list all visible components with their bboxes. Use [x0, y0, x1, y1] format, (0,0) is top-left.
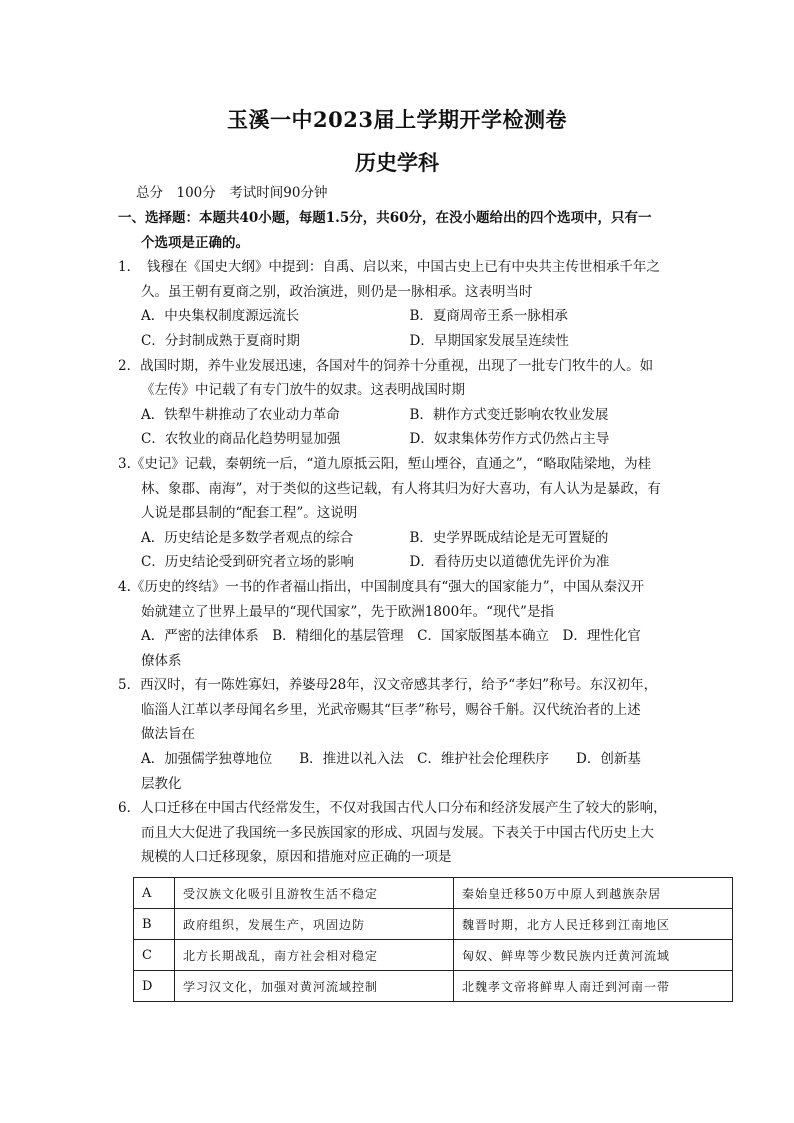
table-row	[134, 971, 733, 1002]
option-a: A．中央集权制度源远流长	[141, 308, 300, 325]
row-event: 匈奴、鲜卑等少数民族内迁黄河流域	[454, 940, 733, 971]
options	[118, 526, 678, 575]
table-row	[134, 909, 733, 940]
options-inline: A．严密的法律体系 B．精细化的基层管理 C．国家版图基本确立 D．理性化官	[141, 628, 641, 645]
options-inline: A．加强儒学独尊地位 B．推进以礼入法 C．维护社会伦理秩序 D．创新基	[141, 751, 641, 768]
question-line: 1． 钱穆在《国史大纲》中提到：自禹、启以来，中国古史上已有中央共主传世相承千年之	[118, 259, 660, 276]
row-key: C	[134, 940, 175, 971]
option-d: D．早期国家发展呈连续性	[409, 332, 569, 349]
option-a: A．历史结论是多数学者观点的综合	[141, 529, 354, 546]
section-head-line: 一、选择题：本题共40小题，每题1.5分，共60分，在没小题给出的四个选项中，只有一	[118, 210, 652, 226]
question-2	[118, 354, 678, 452]
question-line: 4.《历史的终结》一书的作者福山指出，中国制度具有“强大的国家能力”，中国从秦汉开	[118, 578, 645, 595]
question-line: 临淄人江革以孝母闻名乡里，光武帝赐其“巨孝”称号，赐谷千斛。汉代统治者的上述	[141, 701, 641, 718]
option-b: B．耕作方式变迁影响农牧业发展	[409, 406, 609, 423]
row-cause: 学习汉文化，加强对黄河流域控制	[175, 971, 454, 1002]
question-4	[118, 575, 678, 673]
option-b: B．史学界既成结论是无可置疑的	[409, 529, 609, 546]
row-key: B	[134, 909, 175, 940]
row-key: D	[134, 971, 175, 1002]
options-inline-cont: 层教化	[141, 775, 182, 792]
row-event: 魏晋时期，北方人民迁移到江南地区	[454, 909, 733, 940]
option-d: D．看待历史以道德优先评价为准	[409, 554, 610, 571]
exam-meta: 总分 100分 考试时间90分钟	[136, 185, 328, 201]
option-c: C．分封制成熟于夏商时期	[141, 332, 300, 349]
question-1	[118, 255, 678, 353]
option-c: C．历史结论受到研究者立场的影响	[141, 554, 354, 571]
question-line: 《左传》中记载了有专门放牛的奴隶。这表明战国时期	[141, 382, 465, 399]
question-line: 5．西汉时，有一陈姓寡妇，养婆母28年，汉文帝感其孝行，给予“孝妇”称号。东汉初年，	[118, 677, 658, 694]
question-line: 而且大大促进了我国统一多民族国家的形成、巩固与发展。下表关于中国古代历史上大	[141, 824, 654, 841]
row-event: 秦始皇迁移50万中原人到越族杂居	[454, 878, 733, 909]
migration-table	[133, 877, 733, 1002]
question-line: 始就建立了世界上最早的“现代国家”，先于欧洲1800年。“现代”是指	[141, 603, 554, 620]
question-5	[118, 673, 678, 796]
row-cause: 政府组织，发展生产，巩固边防	[175, 909, 454, 940]
exam-body	[118, 206, 678, 870]
question-line: 2．战国时期，养牛业发展迅速，各国对牛的饲养十分重视，出现了一批专门牧牛的人。如	[118, 357, 654, 374]
option-d: D．奴隶集体劳作方式仍然占主导	[409, 431, 610, 448]
row-event: 北魏孝文帝将鲜卑人南迁到河南一带	[454, 971, 733, 1002]
question-line: 6．人口迁移在中国古代经常发生，不仅对我国古代人口分布和经济发展产生了较大的影响，	[118, 800, 667, 817]
question-3	[118, 452, 678, 575]
option-a: A．铁犁牛耕推动了农业动力革命	[141, 406, 340, 423]
question-6	[118, 796, 678, 870]
table-row	[134, 878, 733, 909]
question-line: 林、象郡、南海”，对于类似的这些记载，有人将其归为好大喜功，有人认为是暴政，有	[141, 480, 661, 497]
row-cause: 受汉族文化吸引且游牧生活不稳定	[175, 878, 454, 909]
option-b: B．夏商周帝王系一脉相承	[409, 308, 568, 325]
question-line: 规模的人口迁移现象，原因和措施对应正确的一项是	[141, 849, 452, 866]
options-inline-cont: 僚体系	[141, 652, 182, 669]
options	[118, 403, 678, 452]
section-heading	[118, 206, 678, 255]
option-c: C．农牧业的商品化趋势明显加强	[141, 431, 341, 448]
question-line: 人说是郡县制的“配套工程”。这说明	[141, 505, 358, 522]
options	[118, 304, 678, 353]
question-line: 3.《史记》记载，秦朝统一后，“道九原抵云阳，堑山堙谷，直通之”，“略取陆梁地，为桂	[118, 455, 652, 472]
question-line: 久。虽王朝有夏商之别，政治演进，则仍是一脉相承。这表明当时	[141, 283, 533, 300]
exam-title: 玉溪一中2023届上学期开学检测卷	[227, 107, 567, 132]
question-line: 做法旨在	[141, 726, 195, 743]
section-head-cont: 个选项是正确的。	[141, 234, 249, 251]
table-row	[134, 940, 733, 971]
row-cause: 北方长期战乱，南方社会相对稳定	[175, 940, 454, 971]
row-key: A	[134, 878, 175, 909]
subject-title: 历史学科	[355, 150, 439, 175]
